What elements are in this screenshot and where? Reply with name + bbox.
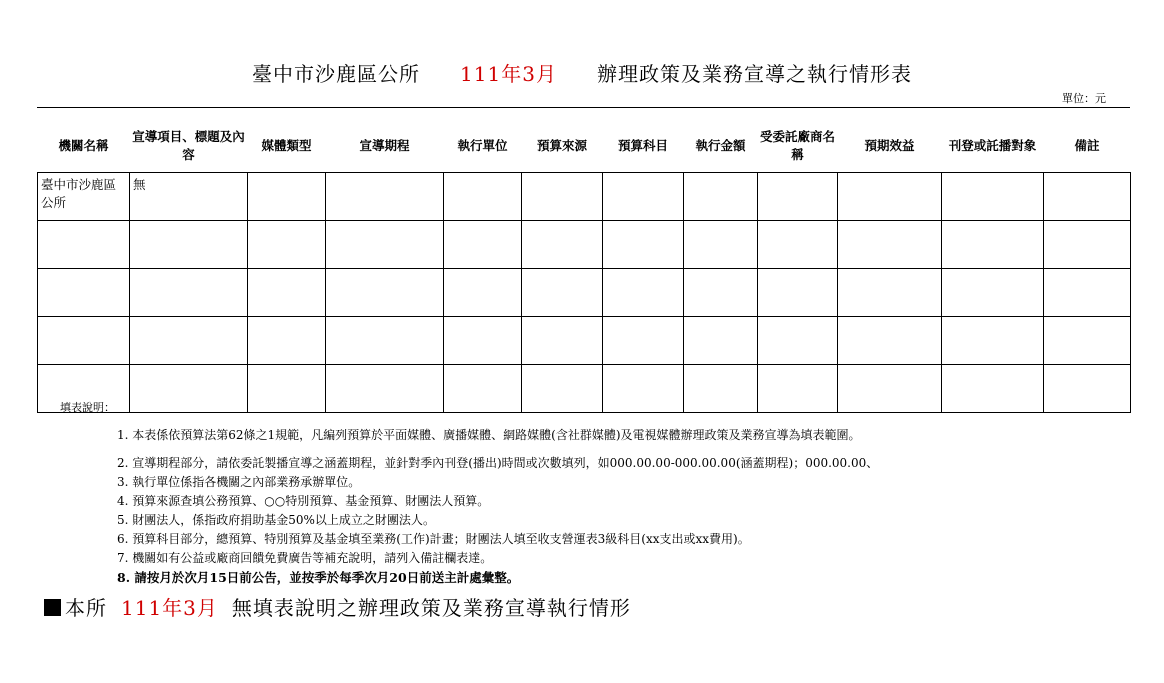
table-cell xyxy=(758,365,838,413)
note-item: 4. 預算來源查填公務預算、○○特別預算、基金預算、財團法人預算。 xyxy=(117,494,490,508)
table-header-row xyxy=(38,120,1131,172)
note-item: 8. 請按月於次月15日前公告，並按季於每季次月20日前送主計處彙整。 xyxy=(117,570,520,585)
header-target: 刊登或託播對象 xyxy=(948,138,1037,153)
square-bullet-icon xyxy=(44,599,61,616)
header-contractor: 受委託廠商名稱 xyxy=(759,129,835,162)
table-cell xyxy=(522,365,603,413)
table-cell xyxy=(838,317,942,365)
unit-label: 單位：元 xyxy=(1062,92,1106,105)
table-cell: 無 xyxy=(130,173,248,221)
notes-heading: 填表說明： xyxy=(60,401,115,414)
title-period: 111年3月 xyxy=(460,62,557,86)
header-budget-subject: 預算科目 xyxy=(617,138,668,153)
table-cell xyxy=(444,221,522,269)
table-cell xyxy=(326,221,444,269)
header-rule xyxy=(37,107,1130,108)
table-cell xyxy=(248,317,326,365)
table-row xyxy=(38,269,1131,317)
table-cell xyxy=(130,221,248,269)
header-schedule: 宣導期程 xyxy=(359,138,410,153)
table-cell xyxy=(444,365,522,413)
table-cell xyxy=(603,365,684,413)
document-title xyxy=(0,58,1164,87)
header-remarks: 備註 xyxy=(1074,138,1100,153)
table-cell xyxy=(248,365,326,413)
table-cell xyxy=(838,269,942,317)
table-cell xyxy=(248,269,326,317)
table-cell xyxy=(684,269,758,317)
header-benefit: 預期效益 xyxy=(864,138,915,153)
notes-list xyxy=(117,426,878,587)
note-item: 5. 財團法人，係指政府捐助基金50%以上成立之財團法人。 xyxy=(117,513,435,527)
table-cell xyxy=(1044,317,1131,365)
no-data-statement xyxy=(44,592,631,621)
table-cell xyxy=(1044,365,1131,413)
table-cell xyxy=(603,221,684,269)
table-cell xyxy=(1044,221,1131,269)
report-table xyxy=(37,120,1131,413)
statement-office: 本所 xyxy=(65,596,107,620)
header-item: 宣導項目、標題及內容 xyxy=(132,129,245,162)
table-cell xyxy=(684,221,758,269)
table-cell xyxy=(444,269,522,317)
title-subject: 辦理政策及業務宣導之執行情形表 xyxy=(596,62,912,86)
table-cell xyxy=(684,173,758,221)
table-cell xyxy=(130,317,248,365)
table-cell xyxy=(758,317,838,365)
table-cell xyxy=(603,317,684,365)
note-item: 1. 本表係依預算法第62條之1規範，凡編列預算於平面媒體、廣播媒體、網路媒體(含社群媒體)及電視媒體辦理政策及業務宣導為填表範圍。 xyxy=(117,428,861,442)
table-cell xyxy=(444,173,522,221)
table-cell xyxy=(758,269,838,317)
table-cell xyxy=(942,173,1044,221)
table-cell xyxy=(326,269,444,317)
statement-period: 111年3月 xyxy=(121,596,218,620)
header-media-type: 媒體類型 xyxy=(261,138,312,153)
note-item: 6. 預算科目部分，總預算、特別預算及基金填至業務(工作)計畫；財團法人填至收支營運表3級科目(xx支出或xx費用)。 xyxy=(117,532,750,546)
table-cell xyxy=(942,365,1044,413)
table-cell xyxy=(603,173,684,221)
table-cell xyxy=(248,221,326,269)
table-cell xyxy=(684,365,758,413)
table-cell xyxy=(942,317,1044,365)
table-cell xyxy=(38,221,130,269)
table-row xyxy=(38,221,1131,269)
table-row xyxy=(38,173,1131,221)
table-cell xyxy=(248,173,326,221)
header-amount: 執行金額 xyxy=(695,138,746,153)
table-cell xyxy=(942,269,1044,317)
table-cell xyxy=(326,317,444,365)
table-cell: 臺中市沙鹿區公所 xyxy=(38,173,130,221)
table-cell xyxy=(1044,173,1131,221)
header-budget-source: 預算來源 xyxy=(536,138,587,153)
note-item: 3. 執行單位係指各機關之內部業務承辦單位。 xyxy=(117,475,361,489)
table-cell xyxy=(758,173,838,221)
table-cell xyxy=(1044,269,1131,317)
table-cell xyxy=(38,269,130,317)
table-cell xyxy=(444,317,522,365)
table-row xyxy=(38,317,1131,365)
table-cell xyxy=(522,269,603,317)
table-cell xyxy=(522,221,603,269)
note-item: 7. 機關如有公益或廠商回饋免費廣告等補充說明，請列入備註欄表達。 xyxy=(117,551,493,565)
table-cell xyxy=(130,269,248,317)
table-cell xyxy=(838,365,942,413)
table-cell xyxy=(684,317,758,365)
table-cell xyxy=(130,365,248,413)
table-cell xyxy=(326,173,444,221)
table-row xyxy=(38,365,1131,413)
table-cell xyxy=(522,173,603,221)
note-item: 2. 宣導期程部分，請依委託製播宣導之涵蓋期程，並針對季內刊登(播出)時間或次數填列，如000.00.00-000.00.00(涵蓋期程)；000.00.00、 xyxy=(117,456,879,470)
table-cell xyxy=(838,173,942,221)
table-cell xyxy=(758,221,838,269)
table-cell xyxy=(838,221,942,269)
header-agency: 機關名稱 xyxy=(58,138,109,153)
header-exec-unit: 執行單位 xyxy=(457,138,508,153)
table-cell xyxy=(603,269,684,317)
table-cell xyxy=(38,317,130,365)
title-office: 臺中市沙鹿區公所 xyxy=(252,62,421,86)
table-cell xyxy=(522,317,603,365)
table-cell xyxy=(942,221,1044,269)
statement-text: 無填表說明之辦理政策及業務宣導執行情形 xyxy=(231,596,631,620)
table-cell xyxy=(326,365,444,413)
